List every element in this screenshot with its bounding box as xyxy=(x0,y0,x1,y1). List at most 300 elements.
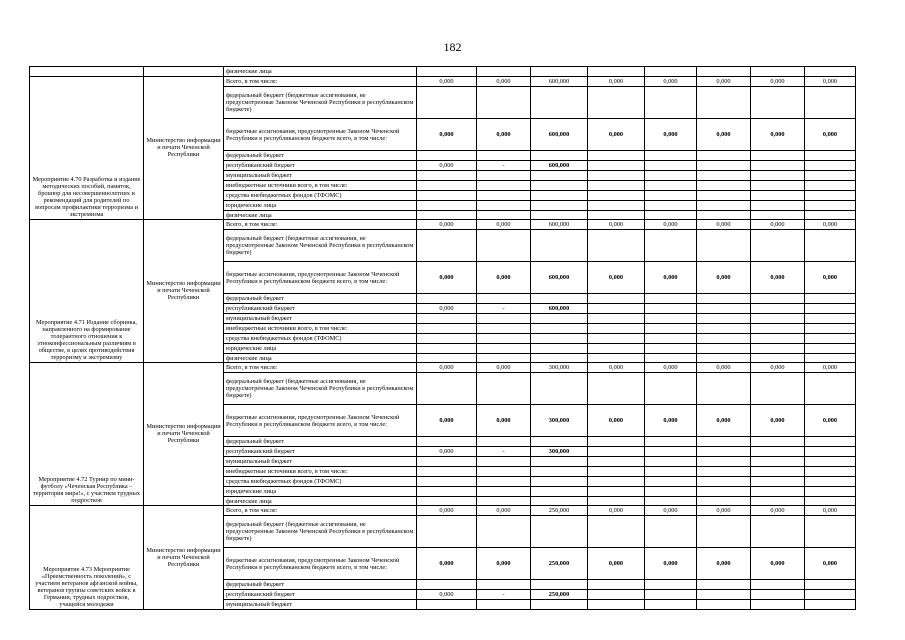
value-cell xyxy=(805,437,856,447)
value-cell: 0,000 xyxy=(697,262,751,294)
value-cell xyxy=(697,294,751,304)
value-cell xyxy=(645,181,697,191)
value-cell xyxy=(477,191,531,201)
value-cell xyxy=(477,373,531,405)
value-cell xyxy=(751,230,805,262)
value-cell: 0,000 xyxy=(417,77,477,87)
value-cell xyxy=(477,314,531,324)
value-cell: 0,000 xyxy=(697,506,751,516)
value-cell xyxy=(645,447,697,457)
value-cell xyxy=(531,314,588,324)
value-cell xyxy=(417,477,477,487)
value-cell xyxy=(805,171,856,181)
value-cell xyxy=(751,151,805,161)
row-label: физические лица xyxy=(224,497,417,506)
value-cell xyxy=(805,354,856,363)
value-cell xyxy=(417,67,477,77)
value-cell: 0,000 xyxy=(751,262,805,294)
value-cell: 0,000 xyxy=(417,304,477,314)
value-cell xyxy=(805,580,856,590)
value-cell xyxy=(751,477,805,487)
value-cell xyxy=(697,457,751,467)
value-cell xyxy=(417,354,477,363)
value-cell xyxy=(588,344,645,354)
value-cell xyxy=(805,344,856,354)
value-cell xyxy=(751,324,805,334)
value-cell xyxy=(477,580,531,590)
value-cell xyxy=(477,344,531,354)
value-cell: 0,000 xyxy=(588,262,645,294)
value-cell xyxy=(645,497,697,506)
value-cell xyxy=(531,516,588,548)
value-cell xyxy=(751,354,805,363)
row-label: физические лица xyxy=(224,67,417,77)
value-cell xyxy=(531,67,588,77)
value-cell xyxy=(477,516,531,548)
value-cell xyxy=(531,171,588,181)
value-cell xyxy=(477,181,531,191)
value-cell xyxy=(645,600,697,610)
value-cell xyxy=(477,87,531,119)
value-cell xyxy=(417,324,477,334)
value-cell xyxy=(531,497,588,506)
value-cell xyxy=(417,497,477,506)
value-cell: 0,000 xyxy=(805,405,856,437)
value-cell xyxy=(805,294,856,304)
value-cell xyxy=(697,211,751,220)
value-cell xyxy=(477,477,531,487)
value-cell xyxy=(417,457,477,467)
value-cell xyxy=(531,294,588,304)
value-cell: 0,000 xyxy=(751,405,805,437)
value-cell xyxy=(531,211,588,220)
value-cell xyxy=(588,87,645,119)
value-cell xyxy=(531,600,588,610)
value-cell: 0,000 xyxy=(588,119,645,151)
value-cell xyxy=(588,590,645,600)
value-cell xyxy=(531,201,588,211)
value-cell xyxy=(805,201,856,211)
value-cell xyxy=(531,151,588,161)
event-title: Мероприятие 4.70 Разработка и издание методических пособий, памяток, брошюр для несовершеннолетних и рекомендаций для родителей по вопросам профилактики терроризма и экстремизма xyxy=(30,77,144,220)
value-cell xyxy=(805,487,856,497)
value-cell: 0,000 xyxy=(588,506,645,516)
value-cell xyxy=(697,191,751,201)
value-cell xyxy=(751,181,805,191)
value-cell xyxy=(645,151,697,161)
event-title: Мероприятие 4.72 Турнир по мини-футболу «Чеченская Республика – территория мира!», с участием трудных подростков xyxy=(30,363,144,506)
value-cell xyxy=(751,171,805,181)
value-cell xyxy=(645,580,697,590)
value-cell: 0,000 xyxy=(588,77,645,87)
row-label: физические лица xyxy=(224,354,417,363)
row-label: федеральный бюджет xyxy=(224,294,417,304)
value-cell xyxy=(645,87,697,119)
value-cell xyxy=(751,161,805,171)
table-row xyxy=(30,67,856,77)
value-cell xyxy=(805,230,856,262)
value-cell: 0,000 xyxy=(751,119,805,151)
value-cell: 0,000 xyxy=(588,220,645,230)
row-label: внебюджетные источники всего, в том числе: xyxy=(224,324,417,334)
value-cell xyxy=(751,314,805,324)
value-cell xyxy=(751,457,805,467)
value-cell xyxy=(697,87,751,119)
value-cell xyxy=(751,211,805,220)
value-cell xyxy=(645,304,697,314)
value-cell xyxy=(417,437,477,447)
value-cell xyxy=(531,437,588,447)
value-cell: 600,000 xyxy=(531,304,588,314)
value-cell: 0,000 xyxy=(645,220,697,230)
value-cell: - xyxy=(477,590,531,600)
value-cell xyxy=(697,516,751,548)
row-label: федеральный бюджет xyxy=(224,151,417,161)
value-cell xyxy=(697,437,751,447)
value-cell xyxy=(531,181,588,191)
value-cell: 0,000 xyxy=(645,262,697,294)
value-cell xyxy=(751,373,805,405)
table-row xyxy=(30,77,856,87)
value-cell xyxy=(645,230,697,262)
value-cell xyxy=(751,467,805,477)
row-label: муниципальный бюджет xyxy=(224,457,417,467)
value-cell xyxy=(751,191,805,201)
value-cell xyxy=(588,477,645,487)
value-cell: 0,000 xyxy=(751,77,805,87)
ministry-name: Министерство информации и печати Чеченской Республики xyxy=(144,363,224,506)
row-label: муниципальный бюджет xyxy=(224,600,417,610)
value-cell xyxy=(751,447,805,457)
value-cell: 0,000 xyxy=(751,506,805,516)
row-label: республиканский бюджет xyxy=(224,447,417,457)
value-cell xyxy=(697,324,751,334)
value-cell xyxy=(751,487,805,497)
value-cell: - xyxy=(477,304,531,314)
value-cell xyxy=(805,447,856,457)
value-cell xyxy=(588,67,645,77)
value-cell xyxy=(588,447,645,457)
value-cell xyxy=(805,304,856,314)
value-cell xyxy=(751,497,805,506)
row-label: федеральный бюджет (бюджетные ассигнования, не предусмотренные Законом Чеченской Республики в республиканском бюджете) xyxy=(224,87,417,119)
value-cell xyxy=(417,487,477,497)
value-cell xyxy=(531,354,588,363)
value-cell xyxy=(477,334,531,344)
value-cell xyxy=(417,294,477,304)
event-title: Мероприятие 4.71 Издание сборника, направленного на формирование толерантного отношения к этноконфессиональным различиям в обществе, в целях противодействия терроризму и экстремизму xyxy=(30,220,144,363)
ministry-name: Министерство информации и печати Чеченской Республики xyxy=(144,506,224,610)
value-cell: 300,000 xyxy=(531,447,588,457)
row-label: республиканский бюджет xyxy=(224,304,417,314)
value-cell: 0,000 xyxy=(588,363,645,373)
value-cell: 0,000 xyxy=(588,548,645,580)
event-title: Мероприятие 4.73 Мероприятие «Преемственность поколений», с участием ветеранов афганской войны, ветеранов группы советских войск в Германии, трудных подростков, учащейся молодежи xyxy=(30,506,144,610)
value-cell xyxy=(697,304,751,314)
value-cell xyxy=(417,600,477,610)
value-cell xyxy=(697,497,751,506)
value-cell xyxy=(805,334,856,344)
value-cell xyxy=(697,181,751,191)
value-cell: 250,000 xyxy=(531,548,588,580)
row-label: федеральный бюджет xyxy=(224,437,417,447)
value-cell xyxy=(531,87,588,119)
value-cell xyxy=(645,590,697,600)
value-cell: 0,000 xyxy=(477,119,531,151)
value-cell xyxy=(805,590,856,600)
value-cell xyxy=(588,161,645,171)
value-cell xyxy=(588,600,645,610)
value-cell xyxy=(417,181,477,191)
value-cell: 250,000 xyxy=(531,590,588,600)
value-cell xyxy=(645,314,697,324)
value-cell xyxy=(697,171,751,181)
value-cell xyxy=(697,373,751,405)
value-cell xyxy=(697,161,751,171)
value-cell xyxy=(805,516,856,548)
value-cell xyxy=(645,334,697,344)
value-cell: 0,000 xyxy=(697,363,751,373)
value-cell xyxy=(751,600,805,610)
value-cell xyxy=(697,67,751,77)
value-cell xyxy=(697,230,751,262)
value-cell xyxy=(588,181,645,191)
value-cell xyxy=(645,437,697,447)
value-cell xyxy=(477,600,531,610)
value-cell xyxy=(588,354,645,363)
value-cell: 0,000 xyxy=(697,405,751,437)
value-cell xyxy=(477,67,531,77)
value-cell xyxy=(645,344,697,354)
value-cell xyxy=(805,600,856,610)
value-cell: 0,000 xyxy=(417,590,477,600)
value-cell xyxy=(588,294,645,304)
row-label: бюджетные ассигнования, предусмотренные Законом Чеченской Республики в республиканском бюджете всего, в том числе: xyxy=(224,548,417,580)
value-cell xyxy=(588,373,645,405)
value-cell: 0,000 xyxy=(417,363,477,373)
value-cell: 0,000 xyxy=(417,548,477,580)
value-cell xyxy=(588,314,645,324)
value-cell: 600,000 xyxy=(531,262,588,294)
value-cell xyxy=(805,151,856,161)
value-cell xyxy=(697,580,751,590)
value-cell: 0,000 xyxy=(697,220,751,230)
value-cell: 600,000 xyxy=(531,77,588,87)
value-cell xyxy=(588,334,645,344)
value-cell xyxy=(805,477,856,487)
value-cell xyxy=(588,171,645,181)
value-cell xyxy=(477,151,531,161)
row-label: Всего, в том числе: xyxy=(224,363,417,373)
value-cell xyxy=(751,516,805,548)
value-cell xyxy=(645,191,697,201)
value-cell xyxy=(645,354,697,363)
value-cell xyxy=(588,324,645,334)
value-cell xyxy=(588,201,645,211)
value-cell xyxy=(697,344,751,354)
row-label: средства внебюджетных фондов (ТФОМС) xyxy=(224,334,417,344)
value-cell: 0,000 xyxy=(645,548,697,580)
row-label: юридические лица xyxy=(224,487,417,497)
value-cell xyxy=(417,516,477,548)
value-cell xyxy=(645,516,697,548)
value-cell xyxy=(531,487,588,497)
value-cell: 300,000 xyxy=(531,363,588,373)
value-cell: 0,000 xyxy=(751,363,805,373)
value-cell xyxy=(477,171,531,181)
value-cell xyxy=(588,304,645,314)
value-cell: 0,000 xyxy=(417,405,477,437)
value-cell: 0,000 xyxy=(477,262,531,294)
value-cell xyxy=(805,324,856,334)
value-cell xyxy=(588,516,645,548)
value-cell xyxy=(751,334,805,344)
value-cell xyxy=(645,161,697,171)
value-cell xyxy=(751,201,805,211)
row-label: бюджетные ассигнования, предусмотренные Законом Чеченской Республики в республиканском бюджете всего, в том числе: xyxy=(224,119,417,151)
funding-table xyxy=(29,66,856,610)
value-cell xyxy=(645,324,697,334)
value-cell xyxy=(805,497,856,506)
value-cell xyxy=(588,487,645,497)
value-cell: 0,000 xyxy=(645,363,697,373)
value-cell xyxy=(697,477,751,487)
table-row xyxy=(30,506,856,516)
value-cell xyxy=(588,230,645,262)
value-cell xyxy=(645,457,697,467)
value-cell xyxy=(417,171,477,181)
value-cell: 0,000 xyxy=(645,119,697,151)
value-cell: 0,000 xyxy=(751,548,805,580)
row-label: федеральный бюджет (бюджетные ассигнования, не предусмотренные Законом Чеченской Республики в республиканском бюджете) xyxy=(224,230,417,262)
value-cell xyxy=(645,373,697,405)
value-cell xyxy=(417,230,477,262)
value-cell: 0,000 xyxy=(417,262,477,294)
value-cell xyxy=(697,590,751,600)
value-cell xyxy=(805,161,856,171)
value-cell xyxy=(531,191,588,201)
page-number: 182 xyxy=(443,40,462,54)
value-cell xyxy=(588,580,645,590)
row-label: Всего, в том числе: xyxy=(224,506,417,516)
row-label: средства внебюджетных фондов (ТФОМС) xyxy=(224,191,417,201)
value-cell: 600,000 xyxy=(531,220,588,230)
table-row xyxy=(30,220,856,230)
value-cell: 0,000 xyxy=(751,220,805,230)
value-cell: 0,000 xyxy=(477,363,531,373)
value-cell xyxy=(477,201,531,211)
value-cell xyxy=(805,314,856,324)
value-cell xyxy=(697,314,751,324)
value-cell: 0,000 xyxy=(477,548,531,580)
value-cell xyxy=(531,457,588,467)
value-cell xyxy=(531,477,588,487)
value-cell: 0,000 xyxy=(417,161,477,171)
value-cell: 0,000 xyxy=(645,405,697,437)
value-cell xyxy=(751,67,805,77)
row-label: федеральный бюджет (бюджетные ассигнования, не предусмотренные Законом Чеченской Республики в республиканском бюджете) xyxy=(224,516,417,548)
value-cell xyxy=(751,294,805,304)
row-label: юридические лица xyxy=(224,201,417,211)
value-cell xyxy=(697,151,751,161)
value-cell xyxy=(805,181,856,191)
value-cell: 0,000 xyxy=(477,77,531,87)
value-cell: 0,000 xyxy=(805,119,856,151)
value-cell xyxy=(417,151,477,161)
value-cell xyxy=(417,467,477,477)
value-cell xyxy=(417,191,477,201)
row-label: муниципальный бюджет xyxy=(224,314,417,324)
value-cell xyxy=(645,171,697,181)
value-cell xyxy=(697,334,751,344)
value-cell: 0,000 xyxy=(697,77,751,87)
value-cell: 0,000 xyxy=(417,447,477,457)
table-row xyxy=(30,363,856,373)
value-cell xyxy=(645,67,697,77)
value-cell: 250,000 xyxy=(531,506,588,516)
row-label: внебюджетные источники всего, в том числе: xyxy=(224,467,417,477)
event-cell xyxy=(30,67,144,77)
value-cell: 0,000 xyxy=(697,548,751,580)
value-cell xyxy=(805,67,856,77)
value-cell: 0,000 xyxy=(417,220,477,230)
value-cell: - xyxy=(477,447,531,457)
value-cell xyxy=(751,437,805,447)
value-cell: 0,000 xyxy=(477,220,531,230)
value-cell xyxy=(477,354,531,363)
row-label: федеральный бюджет xyxy=(224,580,417,590)
value-cell xyxy=(477,294,531,304)
row-label: средства внебюджетных фондов (ТФОМС) xyxy=(224,477,417,487)
value-cell xyxy=(645,477,697,487)
value-cell xyxy=(751,580,805,590)
value-cell xyxy=(417,344,477,354)
value-cell xyxy=(477,457,531,467)
value-cell xyxy=(751,304,805,314)
row-label: Всего, в том числе: xyxy=(224,77,417,87)
value-cell: 0,000 xyxy=(805,506,856,516)
value-cell xyxy=(697,467,751,477)
value-cell: 0,000 xyxy=(805,77,856,87)
ministry-cell xyxy=(144,67,224,77)
value-cell xyxy=(751,344,805,354)
row-label: республиканский бюджет xyxy=(224,161,417,171)
value-cell xyxy=(697,487,751,497)
value-cell: 0,000 xyxy=(805,363,856,373)
value-cell xyxy=(531,580,588,590)
value-cell xyxy=(697,201,751,211)
row-label: физические лица xyxy=(224,211,417,220)
value-cell xyxy=(531,344,588,354)
row-label: муниципальный бюджет xyxy=(224,171,417,181)
value-cell xyxy=(477,487,531,497)
value-cell xyxy=(588,191,645,201)
value-cell: 0,000 xyxy=(477,506,531,516)
value-cell xyxy=(417,87,477,119)
value-cell xyxy=(417,580,477,590)
value-cell: 0,000 xyxy=(805,548,856,580)
value-cell: 0,000 xyxy=(645,506,697,516)
row-label: юридические лица xyxy=(224,344,417,354)
value-cell xyxy=(697,447,751,457)
value-cell xyxy=(531,373,588,405)
value-cell: 0,000 xyxy=(588,405,645,437)
value-cell xyxy=(477,437,531,447)
value-cell: 600,000 xyxy=(531,161,588,171)
value-cell xyxy=(645,294,697,304)
value-cell xyxy=(805,191,856,201)
ministry-name: Министерство информации и печати Чеченской Республики xyxy=(144,220,224,363)
